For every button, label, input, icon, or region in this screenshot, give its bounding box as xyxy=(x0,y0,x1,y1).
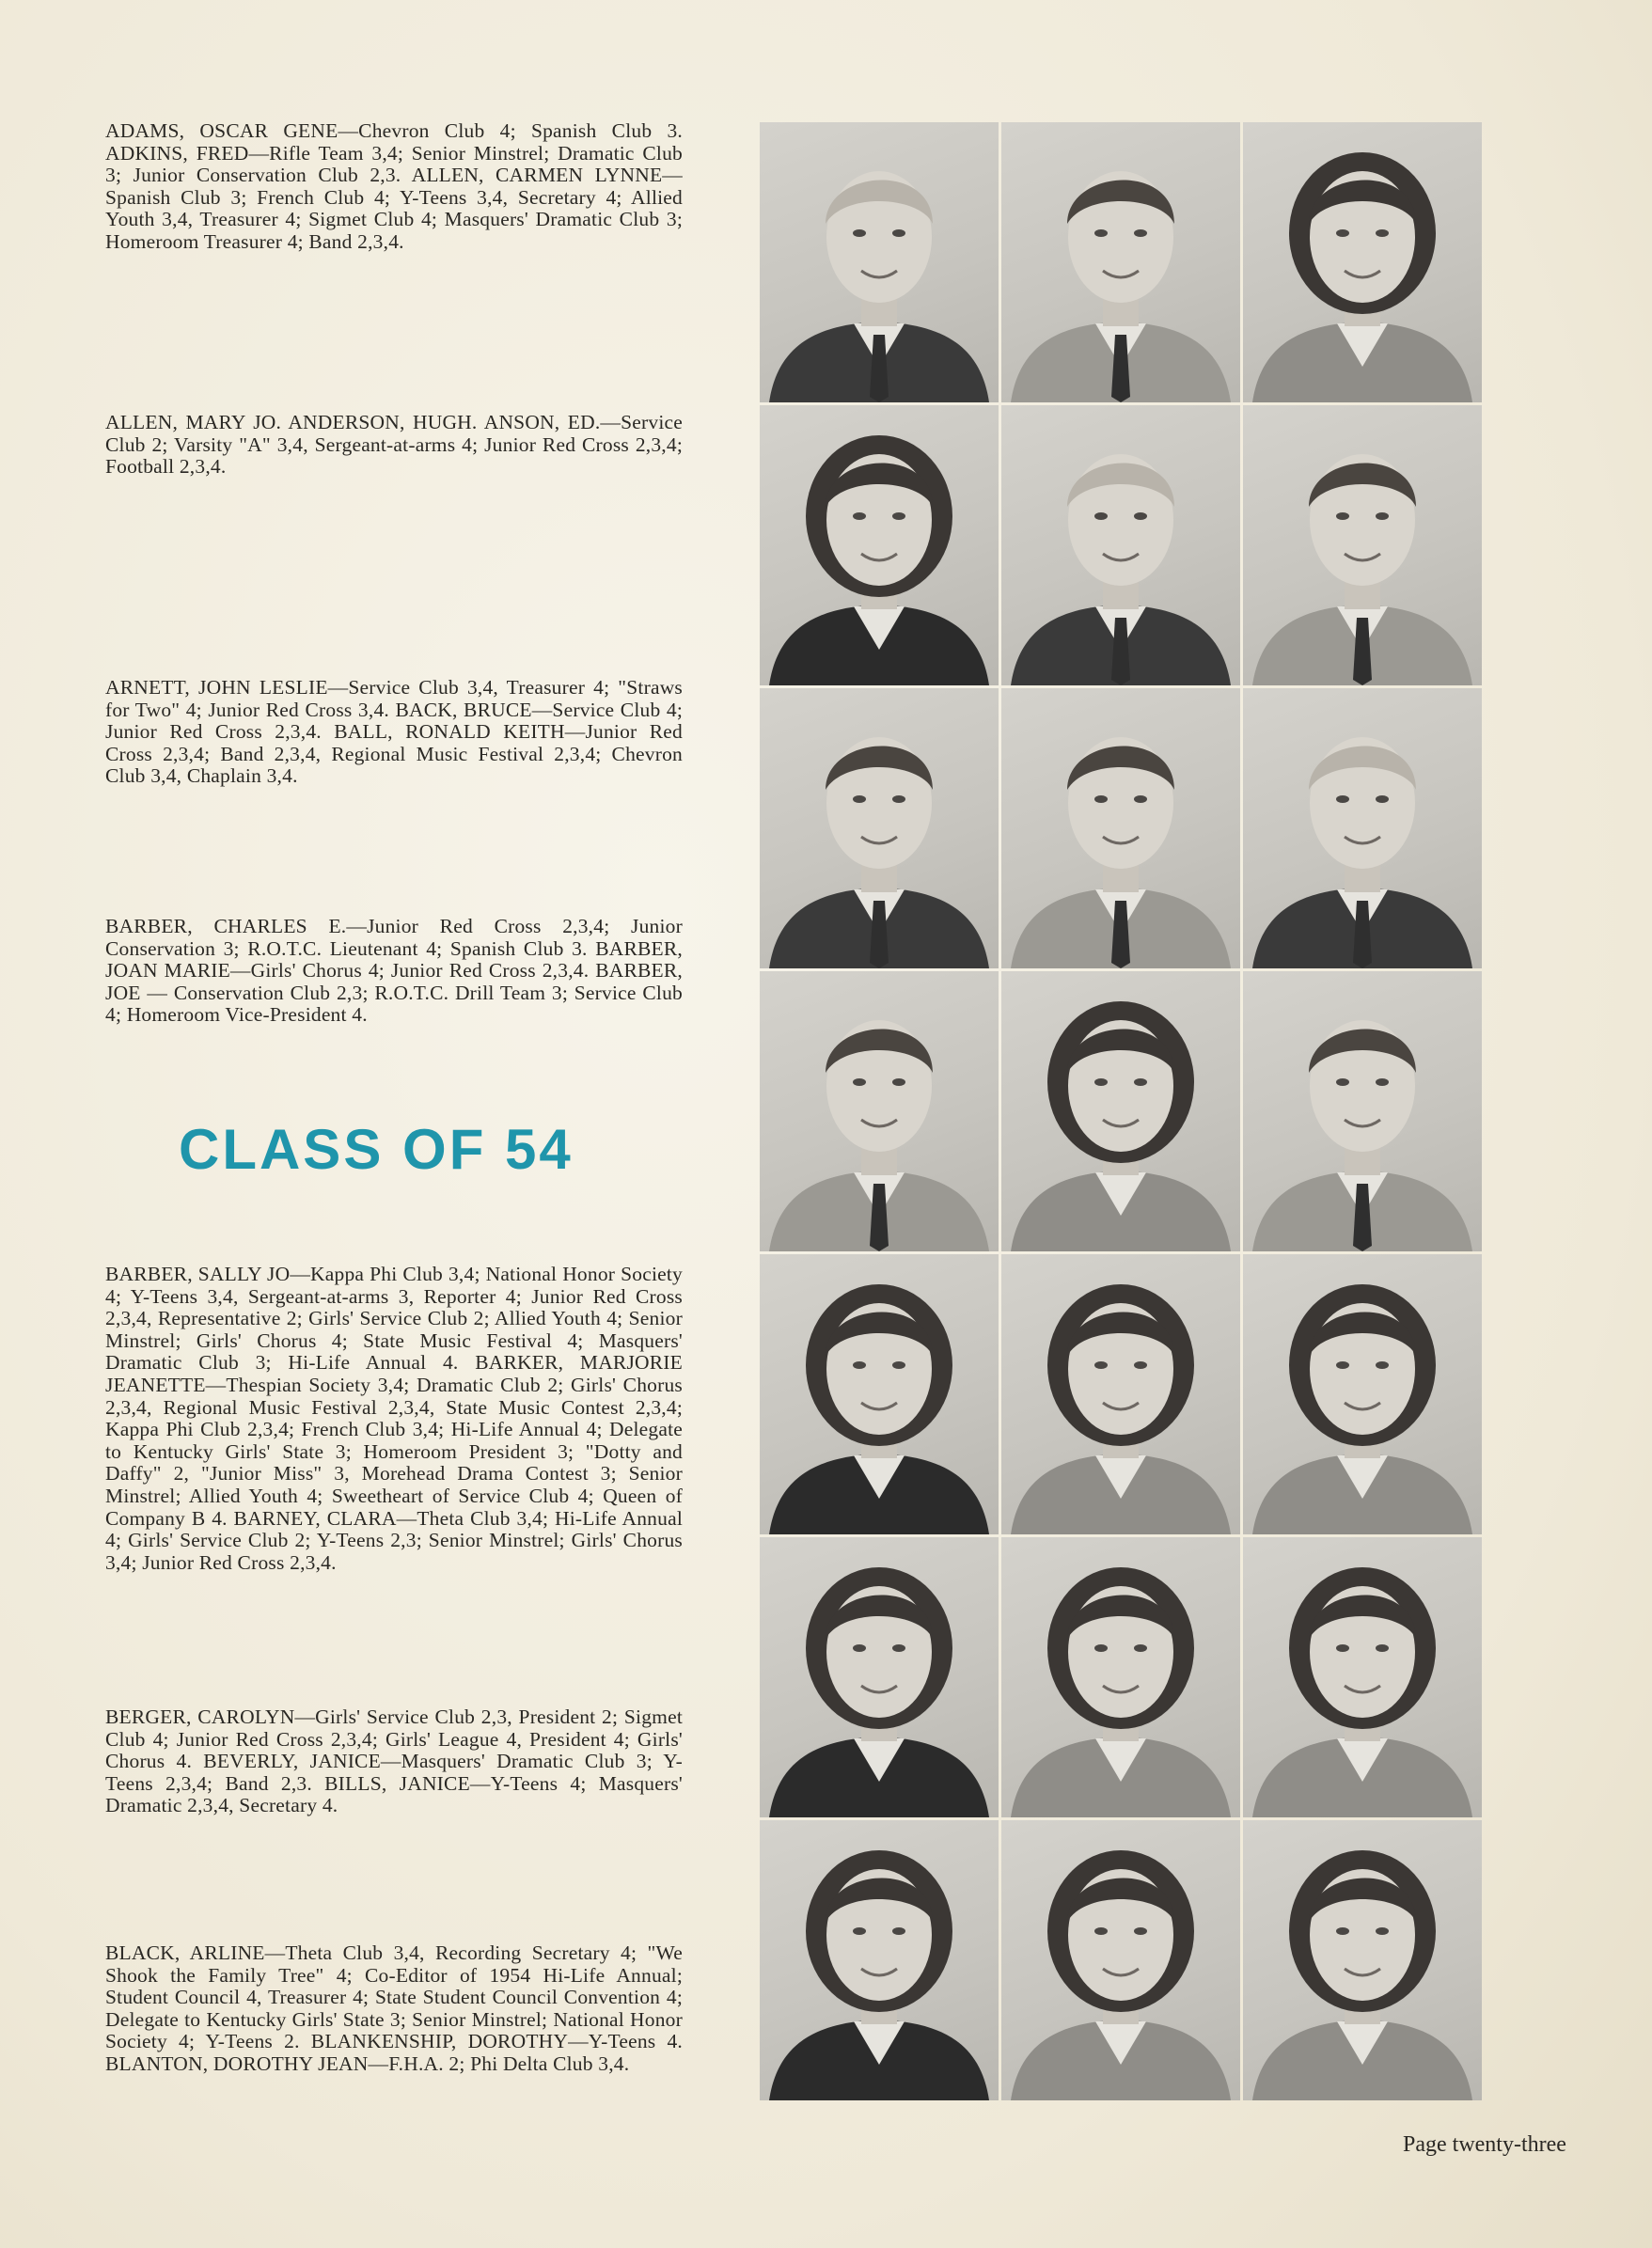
portrait-photo xyxy=(760,1820,999,2100)
bio-block-4: BARBER, CHARLES E.—Junior Red Cross 2,3,4; Junior Conservation 3; R.O.T.C. Lieutenant 4; Spanish Club 3. BARBER, JOAN MARIE—Girls' Chorus 4; Junior Red Cross 2,3,4. BARBER, JOE — Conservation Club 2,3; R.O.T.C. Drill Team 3; Service Club 4; Homeroom Vice-President 4. xyxy=(105,915,683,1027)
bio-block-6: BERGER, CAROLYN—Girls' Service Club 2,3, President 2; Sigmet Club 4; Junior Red Cross 2,3,4; Girls' League 4, President 4; Girls' Chorus 4. BEVERLY, JANICE—Masquers' Dramatic Club 3; Y-Teens 2,3,4; Band 2,3. BILLS, JANICE—Y-Teens 4; Masquers' Dramatic 2,3,4, Secretary 4. xyxy=(105,1706,683,1817)
portrait-photo xyxy=(1243,1820,1482,2100)
portrait-photo xyxy=(1001,122,1240,402)
portrait-photo xyxy=(1001,405,1240,685)
bio-block-2: ALLEN, MARY JO. ANDERSON, HUGH. ANSON, ED.—Service Club 2; Varsity "A" 3,4, Sergeant-at-arms 4; Junior Red Cross 2,3,4; Football 2,3,4. xyxy=(105,411,683,479)
portrait-photo xyxy=(760,688,999,968)
portrait-photo xyxy=(1243,1254,1482,1534)
portrait-photo xyxy=(1243,1537,1482,1817)
portrait-photo xyxy=(1001,688,1240,968)
portrait-photo xyxy=(760,122,999,402)
portrait-photo xyxy=(1243,688,1482,968)
portrait-photo xyxy=(1001,1537,1240,1817)
portrait-grid xyxy=(760,122,1482,2102)
portrait-photo xyxy=(760,1254,999,1534)
bio-block-1: ADAMS, OSCAR GENE—Chevron Club 4; Spanish Club 3. ADKINS, FRED—Rifle Team 3,4; Senior Minstrel; Dramatic Club 3; Junior Conservation Club 2,3. ALLEN, CARMEN LYNNE—Spanish Club 3; French Club 4; Y-Teens 3,4, Secretary 4; Allied Youth 3,4, Treasurer 4; Sigmet Club 4; Masquers' Dramatic Club 3; Homeroom Treasurer 4; Band 2,3,4. xyxy=(105,119,683,253)
portrait-photo xyxy=(760,971,999,1251)
portrait-photo xyxy=(760,1537,999,1817)
portrait-photo xyxy=(1243,405,1482,685)
portrait-photo xyxy=(1001,1820,1240,2100)
class-title: CLASS OF 54 xyxy=(179,1118,574,1181)
bio-block-7: BLACK, ARLINE—Theta Club 3,4, Recording Secretary 4; "We Shook the Family Tree" 4; Co-Editor of 1954 Hi-Life Annual; Student Council 4, Treasurer 4; State Student Council Convention 4; Delegate to Kentucky Girls' State 3; Senior Minstrel; National Honor Society 4; Y-Teens 2. BLANKENSHIP, DOROTHY—Y-Teens 4. BLANTON, DOROTHY JEAN—F.H.A. 2; Phi Delta Club 3,4. xyxy=(105,1941,683,2075)
portrait-photo xyxy=(1001,971,1240,1251)
page-number: Page twenty-three xyxy=(1403,2132,1566,2157)
portrait-photo xyxy=(760,405,999,685)
portrait-photo xyxy=(1001,1254,1240,1534)
portrait-photo xyxy=(1243,971,1482,1251)
portrait-photo xyxy=(1243,122,1482,402)
bio-block-3: ARNETT, JOHN LESLIE—Service Club 3,4, Treasurer 4; "Straws for Two" 4; Junior Red Cross 3,4. BACK, BRUCE—Service Club 4; Junior Red Cross 2,3,4. BALL, RONALD KEITH—Junior Red Cross 2,3,4; Band 2,3,4, Regional Music Festival 2,3,4; Chevron Club 3,4, Chaplain 3,4. xyxy=(105,676,683,788)
bio-block-5: BARBER, SALLY JO—Kappa Phi Club 3,4; National Honor Society 4; Y-Teens 3,4, Sergeant-at-arms 3, Reporter 4; Junior Red Cross 2,3,4, Representative 2; Girls' Service Club 2; Allied Youth 4; Senior Minstrel; Girls' Chorus 4; State Music Festival 4; Masquers' Dramatic Club 3; Hi-Life Annual 4. BARKER, MARJORIE JEANETTE—Thespian Society 3,4; Dramatic Club 2; Girls' Chorus 2,3,4, Regional Music Festival 2,3,4, State Music Contest 2,3,4; Kappa Phi Club 2,3,4; French Club 3,4; Hi-Life Annual 4; Delegate to Kentucky Girls' State 3; Homeroom President 3; "Dotty and Daffy" 2, "Junior Miss" 3, Morehead Drama Contest 3; Senior Minstrel; Allied Youth 4; Sweetheart of Service Club 4; Queen of Company B 4. BARNEY, CLARA—Theta Club 3,4; Hi-Life Annual 4; Girls' Service Club 2; Y-Teens 2,3; Senior Minstrel; Girls' Chorus 3,4; Junior Red Cross 2,3,4. xyxy=(105,1263,683,1574)
